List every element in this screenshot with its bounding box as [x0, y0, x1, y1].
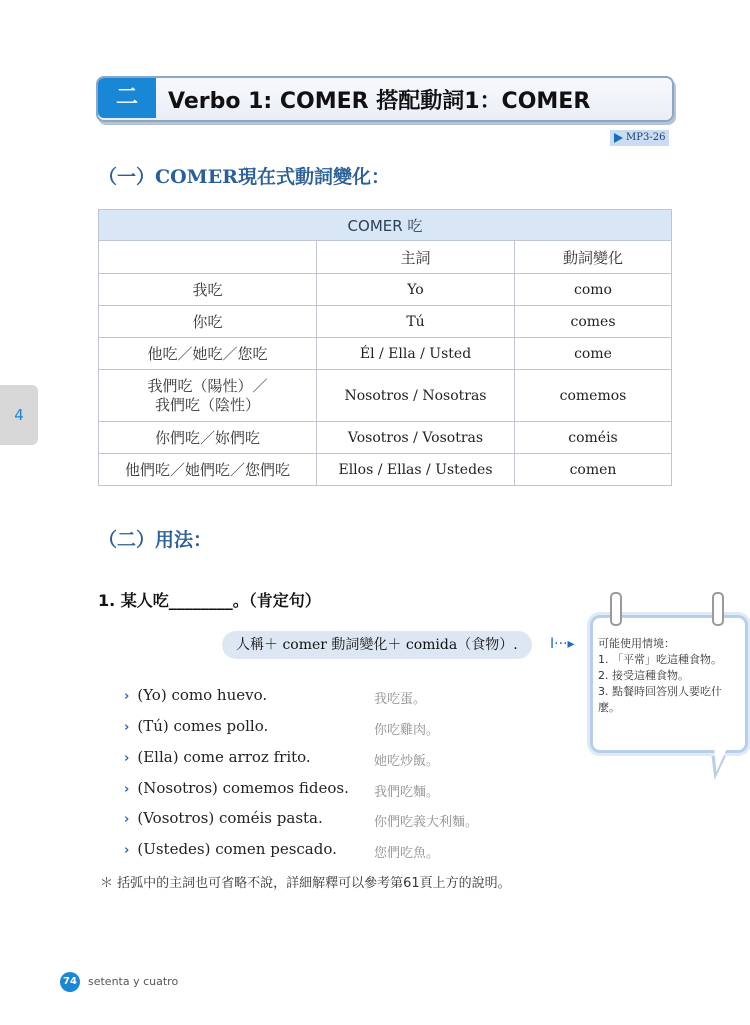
row-form: comen: [515, 454, 672, 486]
section-number-badge: 二: [98, 78, 156, 118]
pointer-arrow-icon: I···▸: [550, 636, 575, 652]
table-header-empty: [99, 241, 317, 274]
audio-track-tag[interactable]: [610, 130, 669, 146]
table-header-conjugation: 動詞變化: [515, 241, 672, 274]
example-translation: 我們吃麵。: [374, 785, 440, 800]
row-form: comes: [515, 306, 672, 338]
row-subject: Nosotros / Nosotras: [317, 370, 515, 422]
row-meaning: 你吃: [99, 306, 317, 338]
example-spanish: (Nosotros) comemos fideos.: [137, 779, 349, 797]
card-item: 2. 接受這種食物。: [598, 669, 689, 682]
chapter-side-tab[interactable]: 4: [0, 385, 38, 445]
table-row: [99, 338, 672, 370]
example-sentence: [124, 748, 311, 766]
table-row: [99, 422, 672, 454]
example-sentence: [124, 840, 337, 858]
card-item: 3. 點餐時回答別人要吃什麼。: [598, 685, 722, 714]
example-sentence: [124, 686, 267, 704]
table-caption: COMER 吃: [99, 210, 672, 241]
table-header-subject: 主詞: [317, 241, 515, 274]
usage-pattern-title: 1. 某人吃________。（肯定句）: [98, 591, 321, 610]
formula-pill: 人稱＋ comer 動詞變化＋ comida（食物）.: [222, 631, 532, 659]
section-heading-conjugation: （一）COMER現在式動詞變化：: [98, 166, 390, 188]
table-row: [99, 274, 672, 306]
usage-context-text: [598, 636, 738, 716]
audio-track-label: MP3-26: [626, 132, 666, 143]
row-form: coméis: [515, 422, 672, 454]
example-translation: 您們吃魚。: [374, 846, 440, 861]
example-translation: 我吃蛋。: [374, 692, 427, 707]
row-subject: Yo: [317, 274, 515, 306]
example-spanish: (Ella) come arroz frito.: [137, 748, 311, 766]
table-row: [99, 306, 672, 338]
page-title: Verbo 1: COMER 搭配動詞1：COMER: [168, 89, 591, 114]
binder-ring-icon: [610, 592, 622, 626]
row-meaning: 我們吃（陽性）／ 我們吃（陰性）: [99, 370, 317, 422]
example-sentence: [124, 717, 268, 735]
row-meaning: 他們吃／她們吃／您們吃: [99, 454, 317, 486]
row-form: como: [515, 274, 672, 306]
footnote: ＊ 括弧中的主詞也可省略不說，詳細解釋可以參考第61頁上方的說明。: [100, 876, 511, 891]
example-spanish: (Yo) como huevo.: [137, 686, 268, 704]
row-subject: Ellos / Ellas / Ustedes: [317, 454, 515, 486]
table-row: [99, 454, 672, 486]
section-heading-usage: （二）用法：: [98, 529, 213, 551]
example-spanish: (Tú) comes pollo.: [137, 717, 269, 735]
chevron-right-icon: ›: [124, 720, 130, 735]
example-translation: 她吃炒飯。: [374, 754, 440, 769]
example-sentence: [124, 779, 349, 797]
row-meaning: 他吃／她吃／您吃: [99, 338, 317, 370]
conjugation-table: [98, 209, 672, 486]
page-number-word: setenta y cuatro: [88, 975, 179, 988]
chevron-right-icon: ›: [124, 782, 130, 797]
example-spanish: (Ustedes) comen pescado.: [137, 840, 337, 858]
binder-ring-icon: [712, 592, 724, 626]
row-meaning: 你們吃／妳們吃: [99, 422, 317, 454]
example-translation: 你吃雞肉。: [374, 723, 440, 738]
chevron-right-icon: ›: [124, 843, 130, 858]
example-translation: 你們吃義大利麵。: [374, 815, 479, 830]
row-subject: Él / Ella / Usted: [317, 338, 515, 370]
chevron-right-icon: ›: [124, 751, 130, 766]
play-arrow-icon: [614, 133, 623, 143]
row-form: come: [515, 338, 672, 370]
table-row: [99, 370, 672, 422]
chevron-right-icon: ›: [124, 689, 130, 704]
card-title: 可能使用情境：: [598, 637, 675, 650]
chevron-right-icon: ›: [124, 812, 130, 827]
row-meaning: 我吃: [99, 274, 317, 306]
page-number-badge: 74: [60, 972, 80, 992]
example-sentence: [124, 809, 323, 827]
row-subject: Tú: [317, 306, 515, 338]
card-item: 1. 「平常」吃這種食物。: [598, 653, 722, 666]
row-subject: Vosotros / Vosotras: [317, 422, 515, 454]
row-form: comemos: [515, 370, 672, 422]
example-spanish: (Vosotros) coméis pasta.: [137, 809, 323, 827]
